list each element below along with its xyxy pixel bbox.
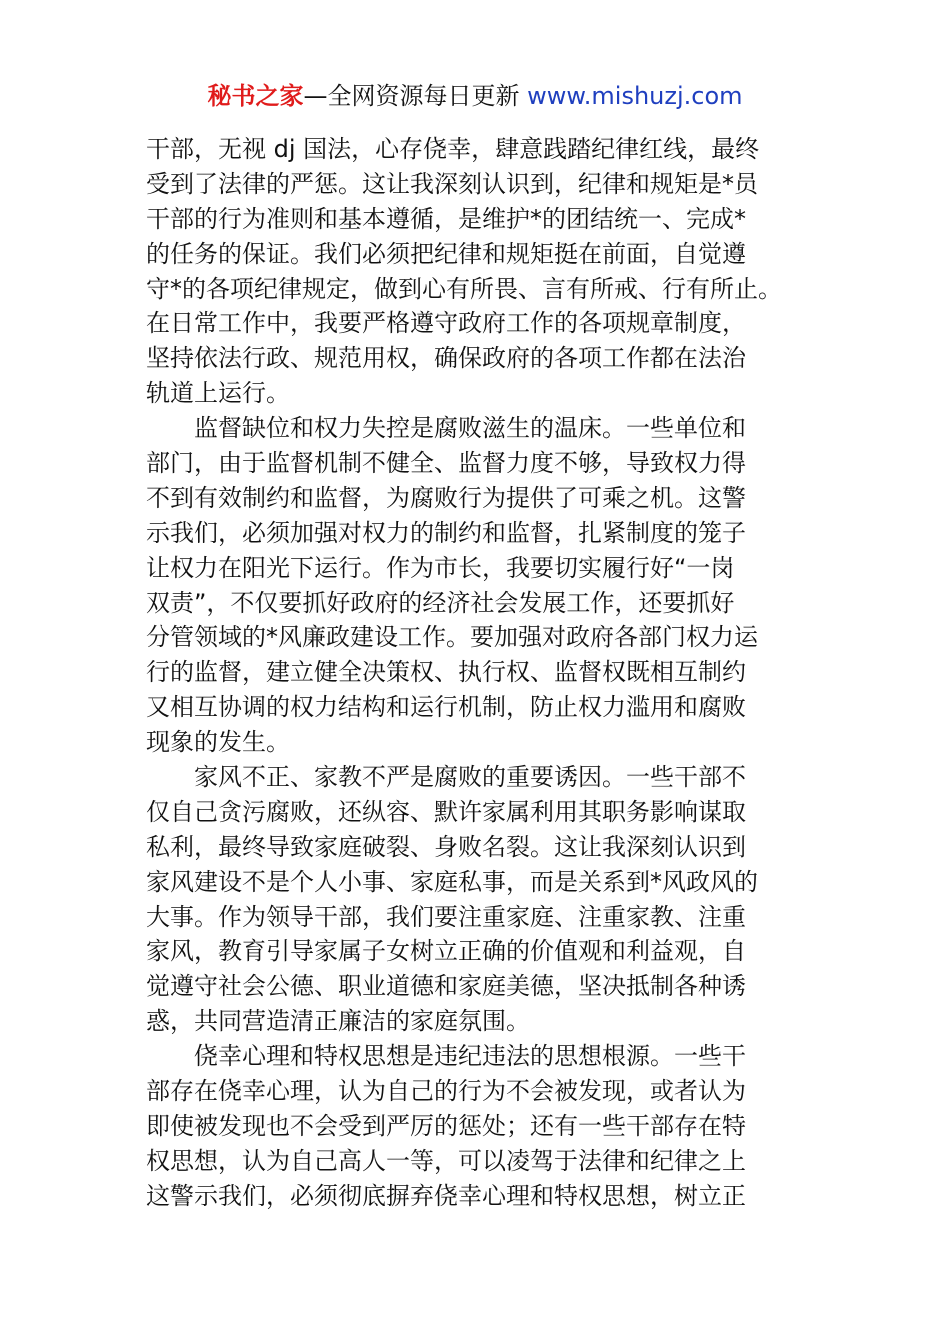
text-line: 部门，由于监督机制不健全、监督力度不够，导致权力得	[146, 449, 746, 478]
text-line: 分管领域的*风廉政建设工作。要加强对政府各部门权力运	[146, 623, 758, 652]
text-line: 在日常工作中，我要严格遵守政府工作的各项规章制度，	[146, 309, 746, 338]
text-line: 又相互协调的权力结构和运行机制，防止权力滥用和腐败	[146, 693, 746, 722]
text-line: 干部的行为准则和基本遵循，是维护*的团结统一、完成*	[146, 204, 746, 233]
text-line: 觉遵守社会公德、职业道德和家庭美德，坚决抵制各种诱	[146, 972, 746, 1001]
text-line: 轨道上运行。	[146, 379, 290, 408]
text-line: 惑，共同营造清正廉洁的家庭氛围。	[146, 1007, 530, 1036]
text-line: 部存在侥幸心理，认为自己的行为不会被发现，或者认为	[146, 1077, 746, 1106]
text-line: 大事。作为领导干部，我们要注重家庭、注重家教、注重	[146, 902, 746, 931]
text-line: 权思想，认为自己高人一等，可以凌驾于法律和纪律之上	[146, 1146, 746, 1175]
text-line: 坚持依法行政、规范用权，确保政府的各项工作都在法治	[146, 344, 746, 373]
text-line: 双责”，不仅要抓好政府的经济社会发展工作，还要抓好	[146, 588, 735, 617]
text-line: 这警示我们，必须彻底摒弃侥幸心理和特权思想，树立正	[146, 1181, 746, 1210]
text-line: 的任务的保证。我们必须把纪律和规矩挺在前面，自觉遵	[146, 239, 746, 268]
header-tagline: —全网资源每日更新	[303, 82, 528, 110]
text-line: 让权力在阳光下运行。作为市长，我要切实履行好“一岗	[146, 553, 735, 582]
text-line: 家风建设不是个人小事、家庭私事，而是关系到*风政风的	[146, 867, 758, 896]
site-url-link[interactable]: www.mishuzj.com	[527, 82, 743, 110]
text-line: 干部，无视 dj 国法，心存侥幸，肆意践踏纪律红线，最终	[146, 135, 760, 163]
text-line: 示我们，必须加强对权力的制约和监督，扎紧制度的笼子	[146, 518, 746, 547]
paragraph-first-line: 监督缺位和权力失控是腐败滋生的温床。一些单位和	[194, 414, 746, 443]
text-line: 现象的发生。	[146, 728, 290, 757]
text-line: 仅自己贪污腐败，还纵容、默许家属利用其职务影响谋取	[146, 797, 746, 826]
paragraph-first-line: 家风不正、家教不严是腐败的重要诱因。一些干部不	[194, 763, 746, 792]
text-line: 守*的各项纪律规定，做到心有所畏、言有所戒、行有所止。	[146, 274, 782, 303]
text-line: 不到有效制约和监督，为腐败行为提供了可乘之机。这警	[146, 483, 746, 512]
text-line: 受到了法律的严惩。这让我深刻认识到，纪律和规矩是*员	[146, 169, 758, 198]
paragraph-first-line: 侥幸心理和特权思想是违纪违法的思想根源。一些干	[194, 1042, 746, 1071]
text-line: 行的监督，建立健全决策权、执行权、监督权既相互制约	[146, 658, 746, 687]
brand-name: 秘书之家	[207, 82, 304, 110]
text-line: 家风，教育引导家属子女树立正确的价值观和利益观，自	[146, 937, 746, 966]
site-header	[0, 78, 950, 114]
text-line: 即使被发现也不会受到严厉的惩处；还有一些干部存在特	[146, 1111, 746, 1140]
text-line: 私利，最终导致家庭破裂、身败名裂。这让我深刻认识到	[146, 832, 746, 861]
document-body	[146, 132, 826, 1214]
